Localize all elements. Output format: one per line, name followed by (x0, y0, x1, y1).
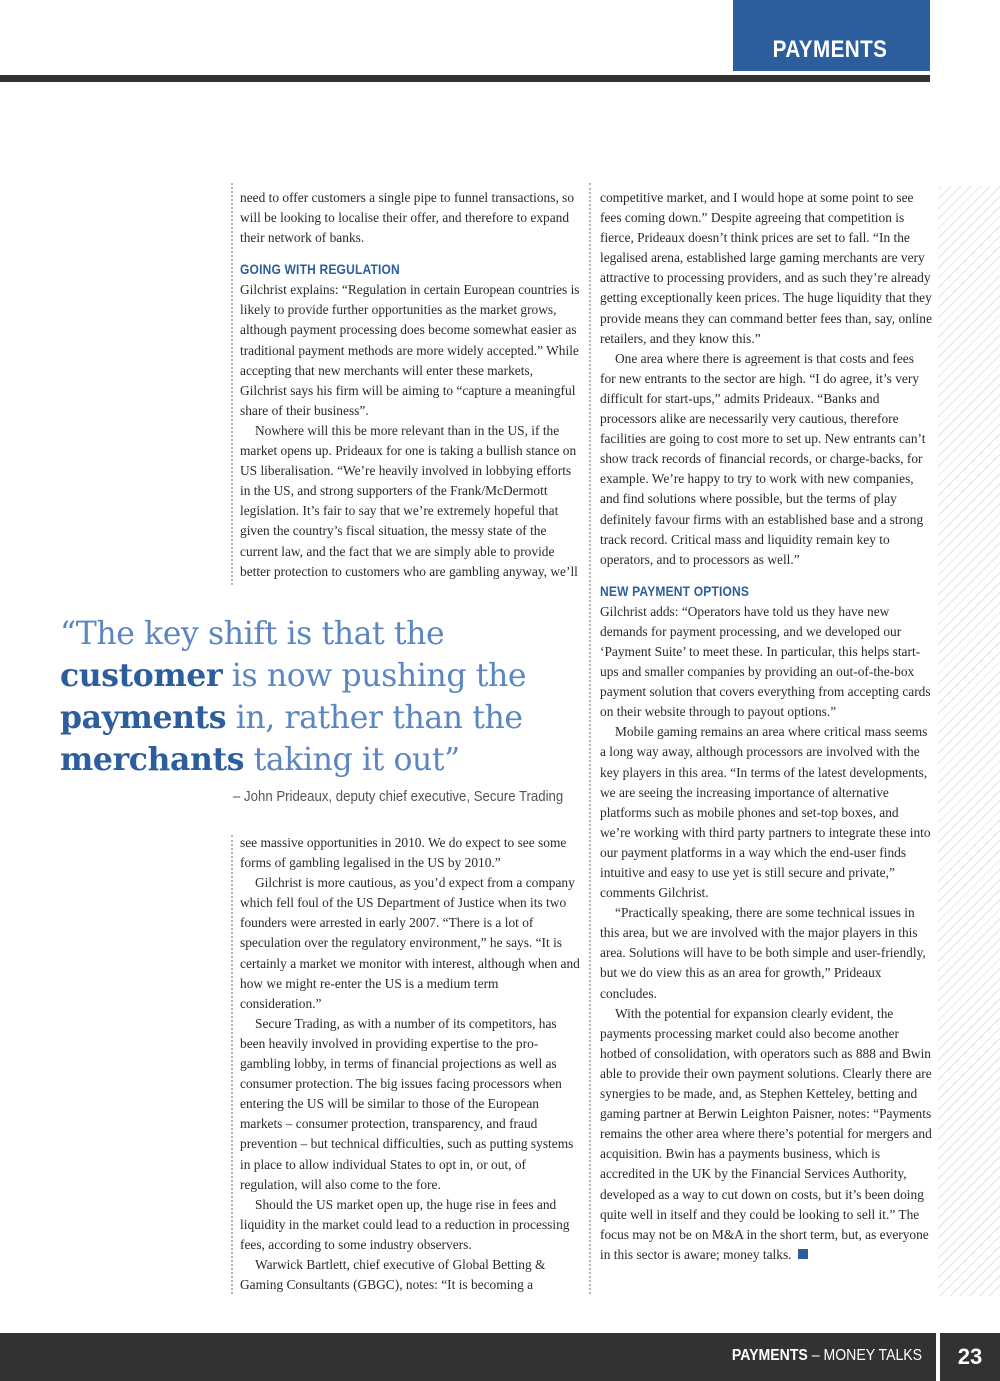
paragraph (600, 1004, 932, 1265)
paragraph: see massive opportunities in 2010. We do expect to see some forms of gambling legalised in the US by 2010.” (240, 835, 567, 871)
pull-quote (60, 613, 580, 781)
subheading-going-with-regulation: GOING WITH REGULATION (240, 261, 400, 278)
pull-quote-emphasis: customer (60, 657, 223, 694)
footer-section: PAYMENTS (731, 1347, 808, 1364)
right-column (600, 188, 932, 1265)
subheading-new-payment-options: NEW PAYMENT OPTIONS (600, 582, 750, 599)
paragraph: Gilchrist adds: “Operators have told us they have new demands for payment processing, and we developed our ‘Payment Suite’ to meet these. In particular, this helps start-ups and smaller companies by providing an out-of-the-box payment solution that covers everything from accepting cards on their website through to payout options.” (600, 603, 931, 720)
left-column-divider-top (231, 183, 233, 585)
paragraph: Gilchrist explains: “Regulation in certain European countries is likely to provide further opportunities as the market grows, although payment processing does become somewhat easier as traditional payment methods are more widely accepted.” While accepting that new merchants will enter these markets, Gilchrist says his firm will be aiming to “capture a meaningful share of their business”. (240, 282, 580, 418)
end-of-article-square-icon (798, 1249, 808, 1259)
pull-quote-emphasis: merchants (60, 741, 245, 778)
pull-quote-text: “The key shift is that the (60, 616, 445, 652)
paragraph: Should the US market open up, the huge rise in fees and liquidity in the market could lead to a reduction in processing fees, according to some industry observers. (240, 1196, 570, 1252)
pull-quote-text: taking it out” (244, 742, 460, 778)
paragraph: Mobile gaming remains an area where critical mass seems a long way away, although processors are involved with the key players in this area. “In terms of the latest developments, we are seeing the increasing importance of alternative platforms such as mobile phones and set-top boxes, and we’re working with third party partners to integrate these into our payment platforms in a way which the end-user finds intuitive and easy to use yet is still secure and private,” comments Gilchrist. (600, 724, 931, 901)
paragraph: Warwick Bartlett, chief executive of Global Betting & Gaming Consultants (GBGC), notes: “It is becoming a (240, 1256, 546, 1293)
footer-running-title (732, 1347, 922, 1365)
section-header-tab (733, 0, 930, 71)
pull-quote-emphasis: payments (60, 699, 227, 736)
left-column-top (240, 188, 580, 582)
paragraph: “Practically speaking, there are some technical issues in this area, but we are involved with the major players in this area. Solutions will have to be both simple and user-friendly, but we do view this as an area for growth,” Prideaux concludes. (600, 905, 926, 1001)
page-number: 23 (957, 1344, 983, 1369)
paragraph: competitive market, and I would hope at some point to see fees coming down.” Despite agreeing that competition is fierce, Prideaux doesn’t think prices are set to fall. “In the legalised arena, established large gaming merchants are very attractive to processing providers, and as such they’re already getting exceptionally keen prices. The huge liquidity that they provide means they can command better fees than, say, online retailers, and they know this.” (600, 190, 932, 346)
left-column-divider-bottom (231, 835, 233, 1294)
pull-quote-text: in, rather than the (226, 700, 523, 736)
left-column-bottom (240, 833, 580, 1295)
paragraph: Nowhere will this be more relevant than in the US, if the market opens up. Prideaux for one is taking a bullish stance on US liberalisation. “We’re heavily involved in lobbying efforts in the US, and strong supporters of the Frank/McDermott legislation. It’s fair to say that we’re extremely hopeful that given the country’s fiscal situation, the messy state of the current law, and the fact that we are simply able to provide better protection to customers who are gambling anyway, we’ll (240, 422, 578, 579)
closing-paragraph-text: With the potential for expansion clearly evident, the payments processing market could also become another hotbed of consolidation, with operators such as 888 and Bwin able to provide their own payment solutions. Clearly there are synergies to be made, and, as Stephen Ketteley, betting and gaming partner at Berwin Leighton Paisner, notes: “Payments remains the other area where there’s potential for mergers and acquisition. Bwin has a payments business, which is accredited in the UK by the Financial Services Authority, developed as a way to cut down on costs, but it’s been doing quite well in itself and they could be looking to sell it.” The focus may not be on M&A in the short term, but, as everyone in this sector is aware; money talks. (600, 1005, 932, 1262)
pull-quote-text: is now pushing the (222, 658, 527, 694)
paragraph: need to offer customers a single pipe to funnel transactions, so will be looking to localise their offer, and therefore to expand their network of banks. (240, 190, 575, 246)
paragraph: One area where there is agreement is that costs and fees for new entrants to the sector are high. “I do agree, it’s very difficult for start-ups,” admits Prideaux. “Banks and processors alike are necessarily very cautious, therefore facilities are going to cost more to set up. New entrants can’t show track records of financial records, or charge-backs, for example. We’re happy to try to work with new companies, and find solutions where possible, but the terms of play definitely favour firms with an established base and a strong track record. Critical mass and liquidity remain key to operators, and to processors as well.” (600, 350, 926, 567)
center-column-divider (589, 183, 591, 1294)
section-label: PAYMENTS (772, 36, 887, 63)
paragraph: Secure Trading, as with a number of its competitors, has been heavily involved in providing expertise to the pro-gambling lobby, in terms of financial projections as well as consumer protection. The big issues facing processors when entering the US will be similar to those of the European markets – consumer protection, transparency, and fraud prevention – but technical difficulties, such as putting systems in place to allow individual States to opt in, or out, of regulation, will also come to the fore. (240, 1015, 574, 1192)
header-rule (0, 75, 930, 82)
paragraph: Gilchrist is more cautious, as you’d expect from a company which fell foul of the US Department of Justice when its two founders were arrested in early 2007. “There is a lot of speculation over the regulatory environment,” he says. “It is certainly a market we monitor with interest, although when and how we might re-enter the US is a medium term consideration.” (240, 875, 580, 1011)
decorative-hatch-panel (938, 186, 1000, 1296)
footer-subtitle: – MONEY TALKS (807, 1347, 922, 1364)
pull-quote-attribution: – John Prideaux, deputy chief executive, Secure Trading (232, 788, 563, 805)
